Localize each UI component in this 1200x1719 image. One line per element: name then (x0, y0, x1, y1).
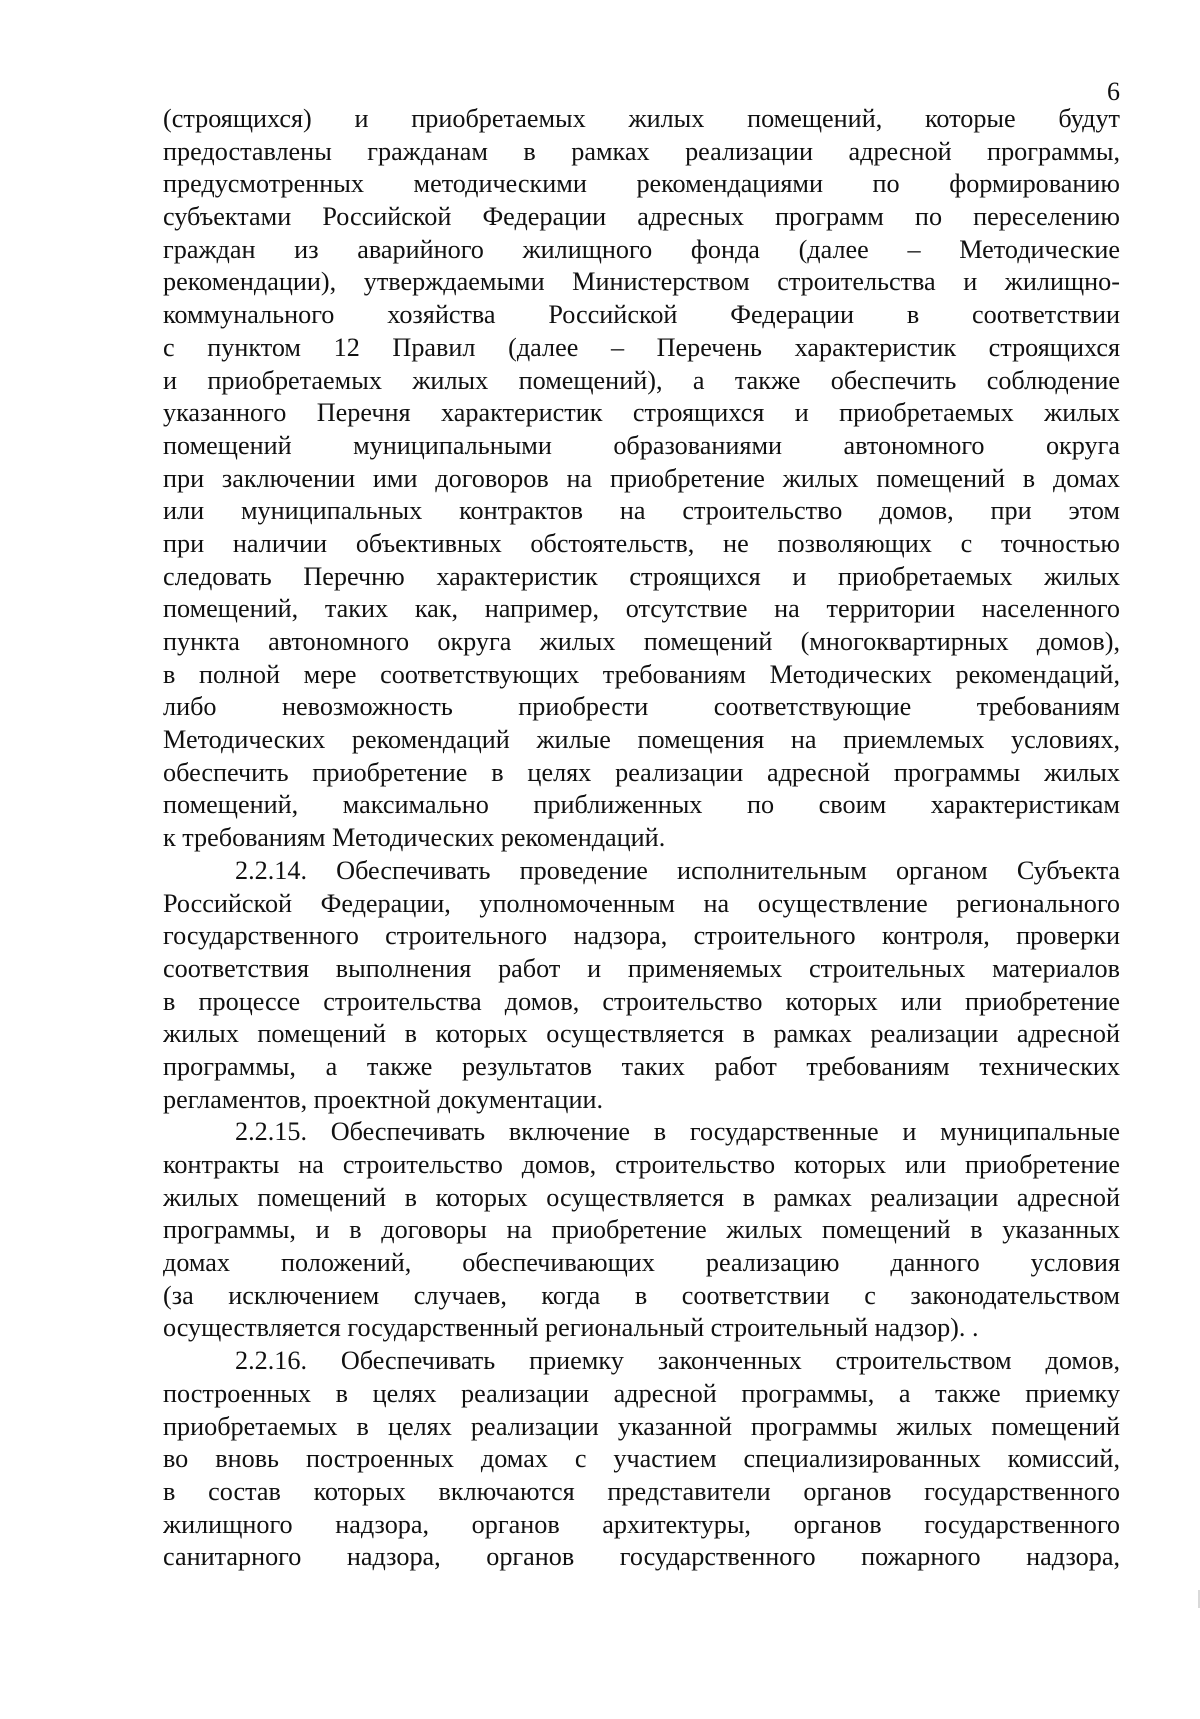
text-line: следовать Перечню характеристик строящихся и приобретаемых жилых (163, 561, 1120, 591)
text-line: регламентов, проектной документации. (163, 1084, 604, 1114)
text-line: указанного Перечня характеристик строящихся и приобретаемых жилых (163, 398, 1120, 428)
text-line: коммунального хозяйства Российской Федерации в соответствии (163, 300, 1120, 330)
text-line: приобретаемых в целях реализации указанной программы жилых помещений (163, 1411, 1120, 1441)
text-line: либо невозможность приобрести соответствующие требованиям (163, 692, 1120, 722)
document-body-text (163, 103, 1120, 1574)
text-line: предоставлены гражданам в рамках реализации адресной программы, (163, 136, 1120, 166)
text-line: при наличии объективных обстоятельств, не позволяющих с точностью (163, 528, 1120, 558)
text-line: предусмотренных методическими рекомендациями по формированию (163, 169, 1120, 199)
text-line: помещений, максимально приближенных по своим характеристикам (163, 790, 1120, 820)
text-line: построенных в целях реализации адресной программы, а также приемку (163, 1378, 1120, 1408)
page-number: 6 (1107, 77, 1120, 106)
text-line: помещений, таких как, например, отсутствие на территории населенного (163, 594, 1120, 624)
text-line: рекомендации), утверждаемыми Министерством строительства и жилищно- (163, 267, 1120, 297)
text-line: в состав которых включаются представители органов государственного (163, 1476, 1120, 1506)
text-line: с пунктом 12 Правил (далее – Перечень характеристик строящихся (163, 332, 1120, 362)
text-line: помещений муниципальными образованиями автономного округа (163, 430, 1120, 460)
text-line: государственного строительного надзора, строительного контроля, проверки (163, 921, 1120, 951)
text-line: к требованиям Методических рекомендаций. (163, 823, 666, 853)
text-line: (строящихся) и приобретаемых жилых помещений, которые будут (163, 104, 1120, 133)
text-line: или муниципальных контрактов на строительство домов, при этом (163, 496, 1120, 526)
text-line: в полной мере соответствующих требованиям Методических рекомендаций, (163, 659, 1120, 689)
text-line: Методических рекомендаций жилые помещения на приемлемых условиях, (163, 725, 1120, 755)
text-line: жилых помещений в которых осуществляется в рамках реализации адресной (163, 1019, 1120, 1049)
text-line: программы, а также результатов таких работ требованиям технических (163, 1051, 1120, 1081)
text-line: пункта автономного округа жилых помещений (многоквартирных домов), (163, 627, 1120, 656)
text-line: контракты на строительство домов, строительство которых или приобретение (163, 1150, 1120, 1179)
text-line: во вновь построенных домах с участием специализированных комиссий, (163, 1444, 1120, 1474)
text-line: соответствия выполнения работ и применяемых строительных материалов (163, 953, 1120, 983)
text-line: 2.2.15. Обеспечивать включение в государственные и муниципальные (235, 1117, 1120, 1147)
text-line: (за исключением случаев, когда в соответствии с законодательством (163, 1280, 1120, 1310)
text-line: и приобретаемых жилых помещений), а также обеспечить соблюдение (163, 365, 1120, 395)
text-line: программы, и в договоры на приобретение жилых помещений в указанных (163, 1215, 1120, 1245)
text-line: осуществляется государственный региональный строительный надзор). . (163, 1313, 979, 1343)
text-line: Российской Федерации, уполномоченным на осуществление регионального (163, 888, 1120, 918)
text-line: жилых помещений в которых осуществляется в рамках реализации адресной (163, 1182, 1120, 1212)
text-line: в процессе строительства домов, строительство которых или приобретение (163, 986, 1120, 1016)
text-line: жилищного надзора, органов архитектуры, органов государственного (163, 1509, 1120, 1539)
text-line: 2.2.16. Обеспечивать приемку законченных строительством домов, (235, 1346, 1120, 1376)
text-line: домах положений, обеспечивающих реализацию данного условия (163, 1248, 1120, 1278)
text-line: санитарного надзора, органов государственного пожарного надзора, (163, 1542, 1120, 1572)
text-line: субъектами Российской Федерации адресных программ по переселению (163, 202, 1120, 232)
text-line: обеспечить приобретение в целях реализации адресной программы жилых (163, 757, 1120, 787)
text-line: 2.2.14. Обеспечивать проведение исполнительным органом Субъекта (235, 855, 1120, 885)
text-line: граждан из аварийного жилищного фонда (далее – Методические (163, 234, 1120, 264)
text-line: при заключении ими договоров на приобретение жилых помещений в домах (163, 463, 1120, 493)
